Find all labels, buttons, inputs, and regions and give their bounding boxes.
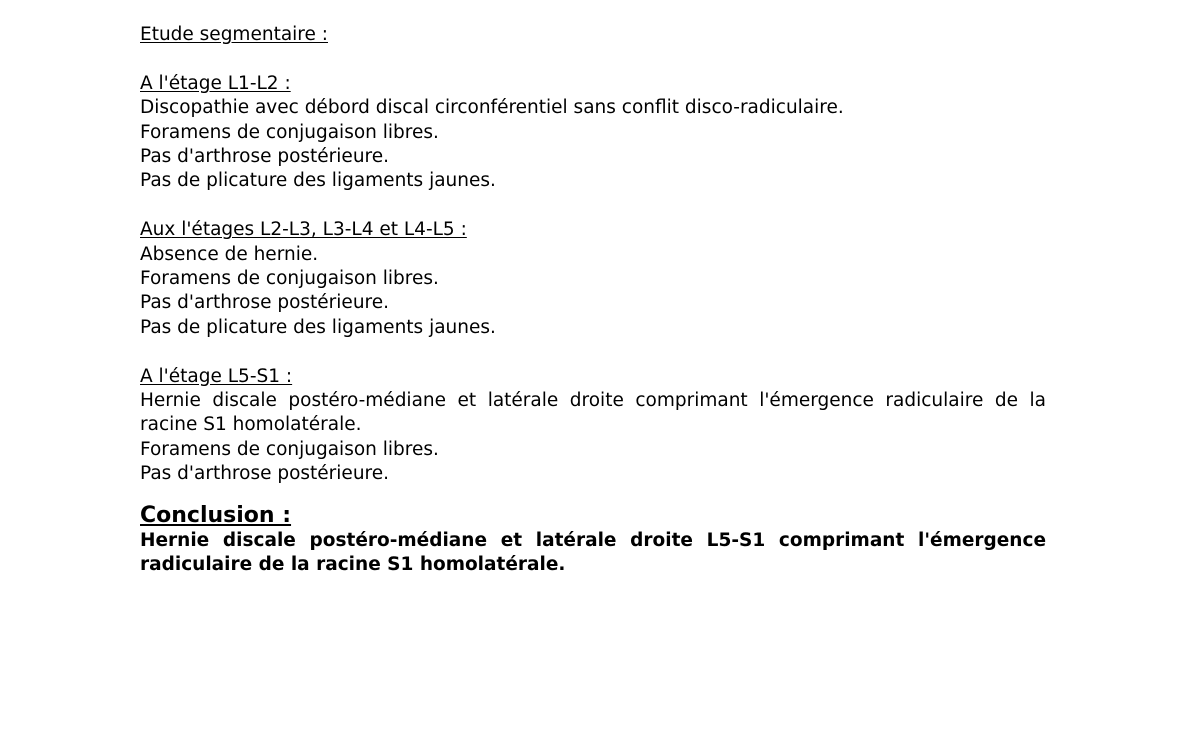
level-heading: A l'étage L1-L2 : xyxy=(140,72,291,94)
spacer xyxy=(140,487,1046,503)
finding-line: Pas d'arthrose postérieure. xyxy=(140,146,390,168)
level-block-l2-l5 xyxy=(140,218,1046,340)
finding-line: Foramens de conjugaison libres. xyxy=(140,268,439,290)
level-heading: A l'étage L5-S1 : xyxy=(140,365,293,387)
conclusion-block xyxy=(140,503,1046,578)
spacer xyxy=(140,340,1046,364)
report-body xyxy=(140,23,1046,577)
section-title: Etude segmentaire : xyxy=(140,24,328,45)
finding-line: Discopathie avec débord discal circonférentiel sans conflit disco-radiculaire. xyxy=(140,97,844,119)
conclusion-title: Conclusion : xyxy=(140,502,292,528)
spacer xyxy=(140,194,1046,218)
finding-line: Absence de hernie. xyxy=(140,243,319,265)
finding-line: Pas d'arthrose postérieure. xyxy=(140,463,390,485)
level-block-l5-s1 xyxy=(140,365,1046,487)
level-block-l1-l2 xyxy=(140,72,1046,194)
finding-paragraph: Hernie discale postéro-médiane et latérale droite comprimant l'émergence radiculaire de la racine S1 homolatérale. xyxy=(140,390,1046,436)
finding-line: Foramens de conjugaison libres. xyxy=(140,121,439,143)
finding-line: Pas de plicature des ligaments jaunes. xyxy=(140,170,496,192)
conclusion-text: Hernie discale postéro-médiane et latérale droite L5-S1 comprimant l'émergence radiculaire de la racine S1 homolatérale. xyxy=(140,529,1046,576)
level-heading: Aux l'étages L2-L3, L3-L4 et L4-L5 : xyxy=(140,219,467,241)
finding-line: Foramens de conjugaison libres. xyxy=(140,438,439,460)
spacer xyxy=(140,47,1046,71)
finding-line: Pas d'arthrose postérieure. xyxy=(140,292,390,314)
finding-line: Pas de plicature des ligaments jaunes. xyxy=(140,316,496,338)
